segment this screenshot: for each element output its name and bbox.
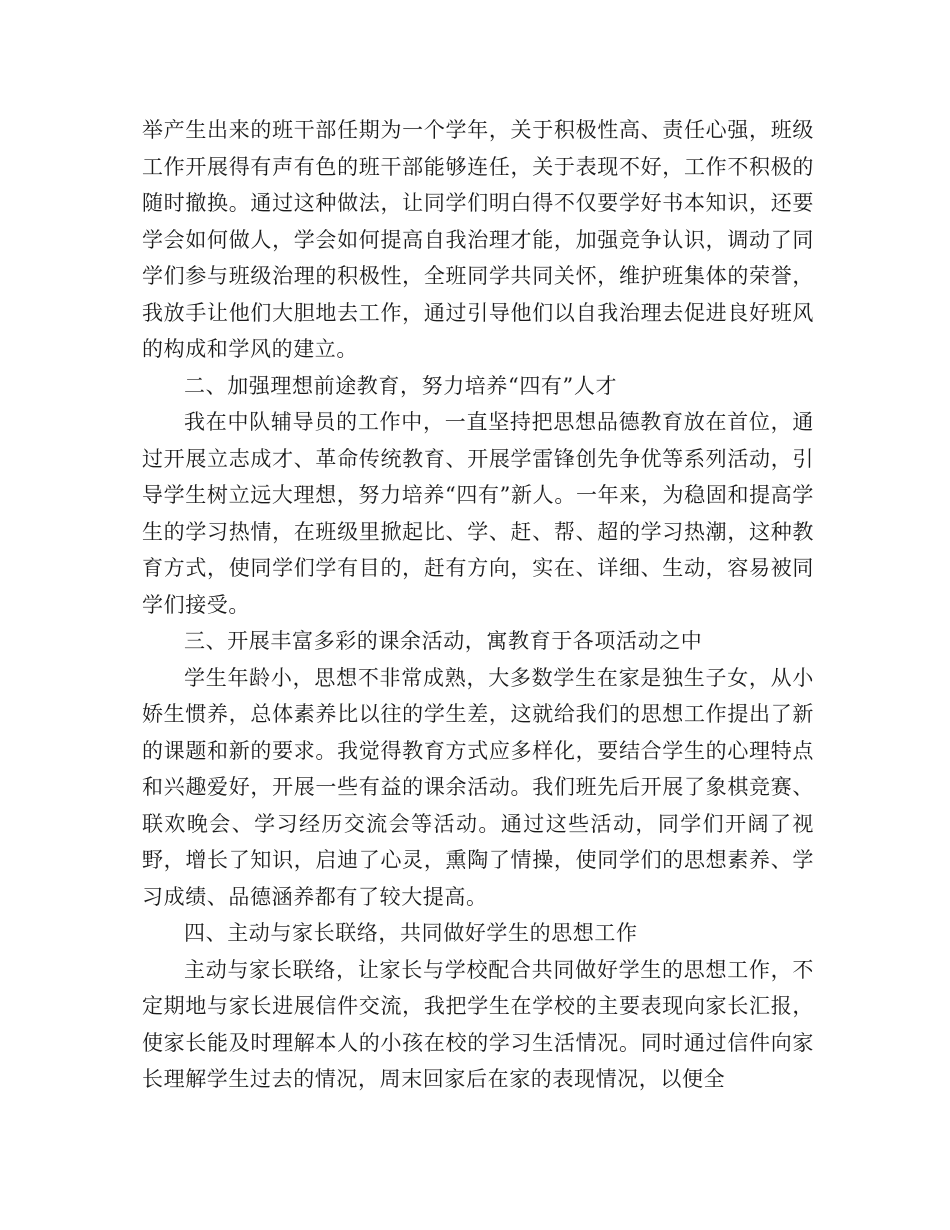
section-heading-ideal-education: 二、加强理想前途教育，努力培养“四有”人才 [184,373,618,398]
paragraph-parent-contact: 主动与家长联络，让家长与学校配合共同做好学生的思想工作，不定期地与家长进展信件交流，我把学生在学校的主要表现向家长汇报，使家长能及时理解本人的小孩在校的学习生活情况。同时通过信件向家长理解学生过去的情况，周末回家后在家的表现情况，以便全 [142,957,814,1091]
paragraph-extracurricular: 学生年龄小，思想不非常成熟，大多数学生在家是独生子女，从小娇生惯养，总体素养比以往的学生差，这就给我们的思想工作提出了新的课题和新的要求。我觉得教育方式应多样化，要结合学生的心理特点和兴趣爱好，开展一些有益的课余活动。我们班先后开展了象棋竞赛、联欢晚会、学习经历交流会等活动。通过这些活动，同学们开阔了视野，增长了知识，启迪了心灵，熏陶了情操，使同学们的思想素养、学习成绩、品德涵养都有了较大提高。 [142,665,814,909]
section-heading-parent-contact: 四、主动与家长联络，共同做好学生的思想工作 [184,921,638,945]
document-body [142,112,814,1098]
paragraph-class-cadre-term: 举产生出来的班干部任期为一个学年，关于积极性高、责任心强，班级工作开展得有声有色的班干部能够连任，关于表现不好，工作不积极的随时撤换。通过这种做法，让同学们明白得不仅要学好书本知识，还要学会如何做人，学会如何提高自我治理才能，加强竞争认识，调动了同学们参与班级治理的积极性，全班同学共同关怀，维护班集体的荣誉，我放手让他们大胆地去工作，通过引导他们以自我治理去促进良好班风的构成和学风的建立。 [142,118,814,361]
section-heading-extracurricular: 三、开展丰富多彩的课余活动，寓教育于各项活动之中 [184,629,703,653]
paragraph-ideal-education: 我在中队辅导员的工作中，一直坚持把思想品德教育放在首位，通过开展立志成才、革命传统教育、开展学雷锋创先争优等系列活动，引导学生树立远大理想，努力培养“四有”新人。一年来，为稳固和提高学生的学习热情，在班级里掀起比、学、赶、帮、超的学习热潮，这种教育方式，使同学们学有目的，赶有方向，实在、详细、生动，容易被同学们接受。 [142,410,814,617]
